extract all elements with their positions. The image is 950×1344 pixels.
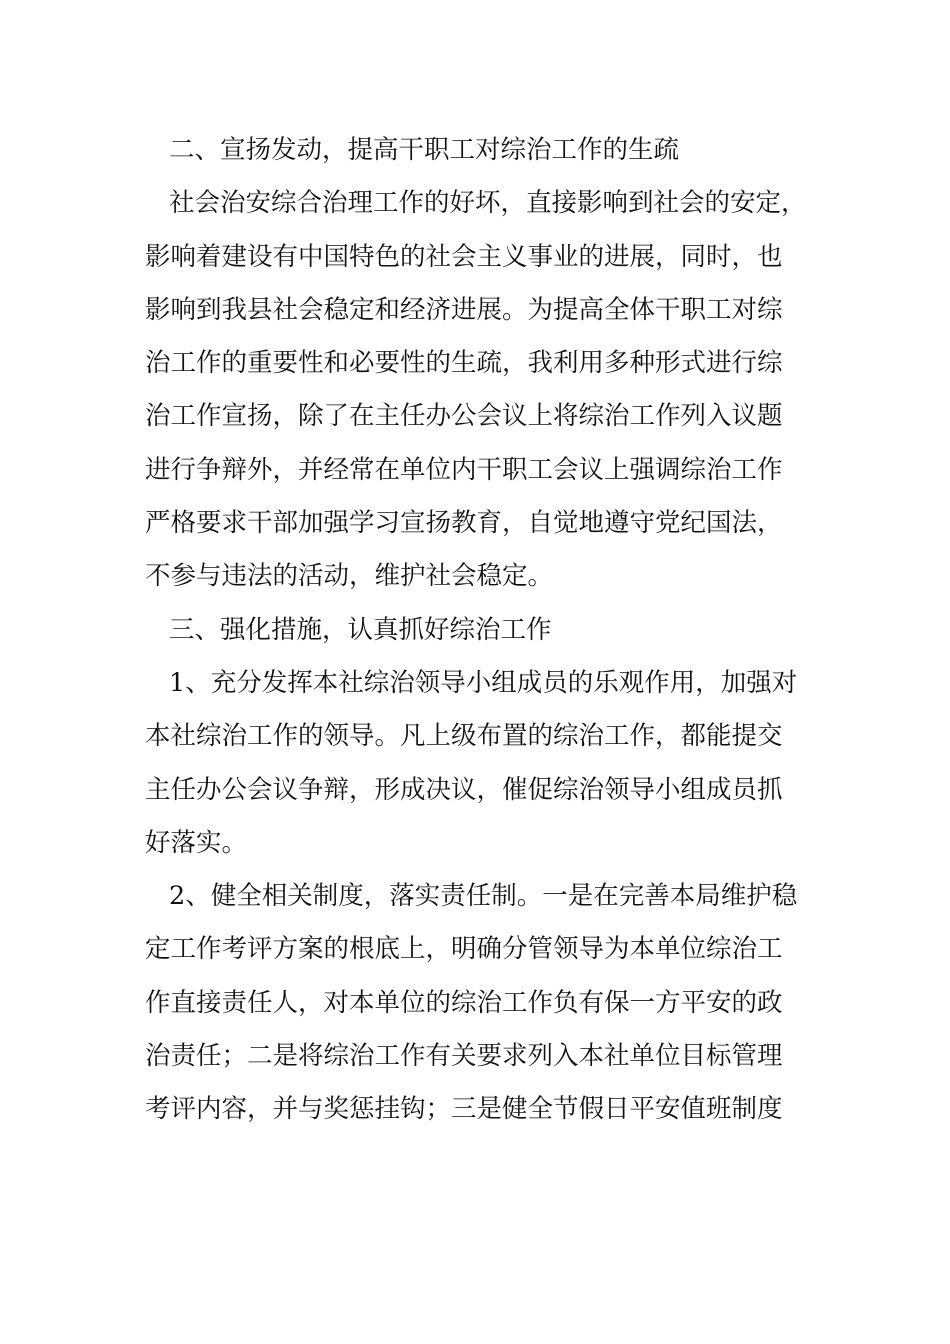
paragraph-line: 作直接责任人，对本单位的综治工作负有保一方平安的政 — [145, 987, 783, 1018]
paragraph-line: 治工作的重要性和必要性的生疏，我利用多种形式进行综 — [145, 348, 783, 379]
document-body — [145, 124, 825, 1137]
paragraph-line: 社会治安综合治理工作的好坏，直接影响到社会的安定， — [169, 188, 807, 219]
paragraph-line: 2、健全相关制度，落实责任制。一是在完善本局维护稳 — [169, 881, 798, 912]
paragraph-line: 不参与违法的活动，维护社会稳定。 — [145, 561, 554, 592]
paragraph-line: 进行争辩外，并经常在单位内干职工会议上强调综治工作 — [145, 454, 783, 485]
paragraph-line: 影响到我县社会稳定和经济进展。为提高全体干职工对综 — [145, 294, 783, 325]
section-heading-2: 二、宣扬发动，提高干职工对综治工作的生疏 — [169, 135, 680, 165]
paragraph-line: 治责任；二是将综治工作有关要求列入本社单位目标管理 — [145, 1041, 783, 1072]
paragraph-line: 定工作考评方案的根底上，明确分管领导为本单位综治工 — [145, 934, 783, 965]
paragraph-line: 治工作宣扬，除了在主任办公会议上将综治工作列入议题 — [145, 401, 783, 432]
paragraph-line: 好落实。 — [145, 827, 248, 858]
section-heading-3: 三、强化措施，认真抓好综治工作 — [169, 614, 552, 645]
paragraph-line: 1、充分发挥本社综治领导小组成员的乐观作用，加强对 — [169, 667, 798, 698]
paragraph-line: 严格要求干部加强学习宣扬教育，自觉地遵守党纪国法， — [145, 508, 783, 539]
paragraph-line: 本社综治工作的领导。凡上级布置的综治工作，都能提交 — [145, 721, 783, 752]
paragraph-line: 影响着建设有中国特色的社会主义事业的进展，同时，也 — [145, 241, 783, 272]
paragraph-line: 考评内容，并与奖惩挂钩；三是健全节假日平安值班制度 — [145, 1094, 783, 1125]
paragraph-line: 主任办公会议争辩，形成决议，催促综治领导小组成员抓 — [145, 774, 783, 805]
